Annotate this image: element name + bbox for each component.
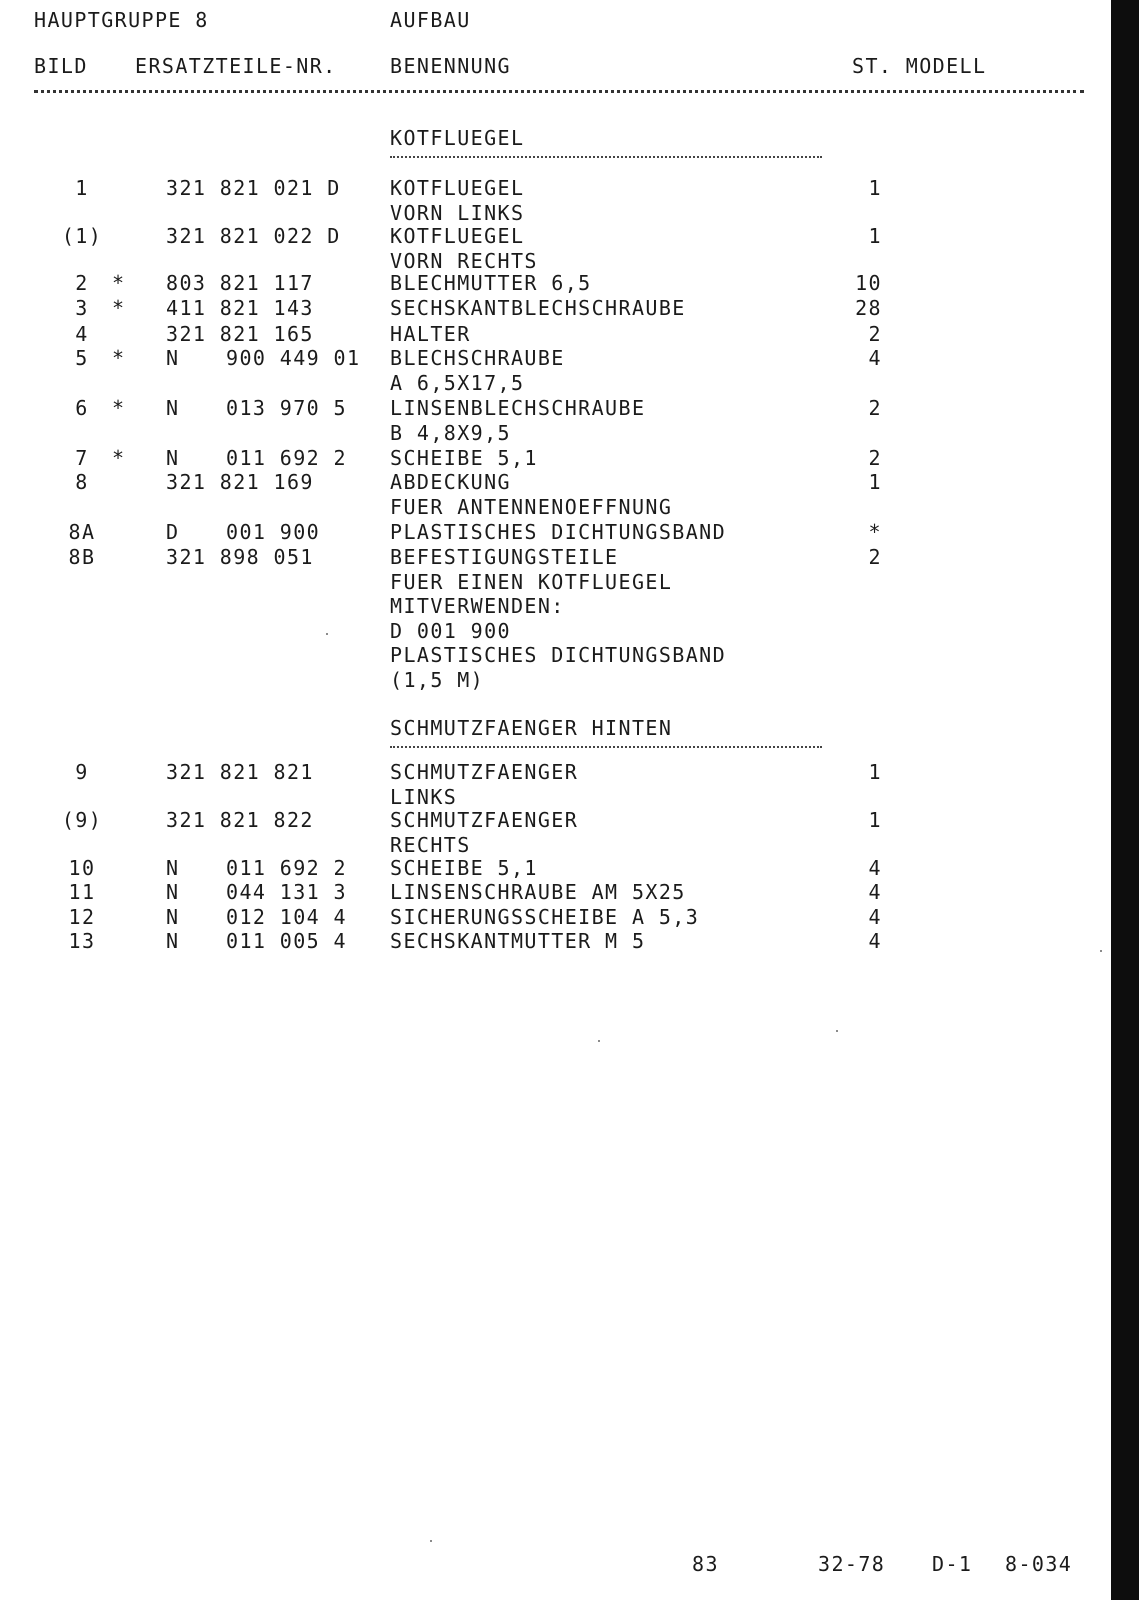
part-prefix: N <box>166 446 180 470</box>
part-number: 013 970 5 <box>226 396 347 420</box>
part-name: HALTER <box>390 322 471 346</box>
quantity: 10 <box>855 271 882 295</box>
part-number: 011 692 2 <box>226 856 347 880</box>
item-figure-number: 9 <box>75 760 89 784</box>
item-figure-number: 4 <box>75 322 89 346</box>
change-marker: * <box>112 296 126 320</box>
part-description: D 001 900 <box>390 618 511 643</box>
quantity: 2 <box>868 446 882 470</box>
part-name: SCHEIBE 5,1 <box>390 856 538 880</box>
part-description: RECHTS <box>390 832 471 857</box>
quantity: * <box>868 520 882 544</box>
part-number: 011 692 2 <box>226 446 347 470</box>
quantity: 4 <box>868 905 882 929</box>
part-description: (1,5 M) <box>390 668 485 692</box>
part-number: 011 005 4 <box>226 929 347 953</box>
footer-code-3: D-1 <box>932 1552 973 1576</box>
section-underline <box>390 156 822 158</box>
quantity: 1 <box>868 470 882 494</box>
section-title: AUFBAU <box>390 8 471 32</box>
scan-speck <box>836 1030 838 1032</box>
part-name: BLECHMUTTER 6,5 <box>390 271 592 295</box>
scan-speck <box>1100 950 1102 952</box>
item-figure-number: 3 <box>75 296 89 320</box>
change-marker: * <box>112 271 126 295</box>
part-prefix: N <box>166 880 180 904</box>
part-number: 321 821 022 D <box>166 224 341 248</box>
part-prefix: N <box>166 905 180 929</box>
col-part-number: ERSATZTEILE-NR. <box>135 54 337 78</box>
part-name: LINSENBLECHSCHRAUBE <box>390 396 646 420</box>
quantity: 4 <box>868 880 882 904</box>
section-heading: SCHMUTZFAENGER HINTEN <box>390 716 673 740</box>
part-name: BEFESTIGUNGSTEILE <box>390 545 619 569</box>
part-name: LINSENSCHRAUBE AM 5X25 <box>390 880 686 904</box>
item-figure-number: 2 <box>75 271 89 295</box>
scan-speck <box>430 1540 432 1542</box>
part-description: A 6,5X17,5 <box>390 370 525 395</box>
quantity: 4 <box>868 929 882 953</box>
part-number: 321 898 051 <box>166 545 314 569</box>
part-name: BLECHSCHRAUBE <box>390 346 565 370</box>
part-number: 900 449 01 <box>226 346 361 370</box>
section-underline <box>390 746 822 748</box>
part-number: 321 821 169 <box>166 470 314 494</box>
part-description: FUER ANTENNENOEFFNUNG <box>390 494 673 519</box>
part-description: LINKS <box>390 784 458 809</box>
quantity: 1 <box>868 760 882 784</box>
scan-speck <box>326 633 328 635</box>
quantity: 1 <box>868 176 882 200</box>
part-name: PLASTISCHES DICHTUNGSBAND <box>390 520 727 544</box>
part-prefix: N <box>166 396 180 420</box>
part-prefix: N <box>166 929 180 953</box>
item-figure-number: 8B <box>68 545 96 569</box>
part-description: FUER EINEN KOTFLUEGEL <box>390 569 673 594</box>
part-prefix: N <box>166 346 180 370</box>
quantity: 2 <box>868 396 882 420</box>
part-name: SCHEIBE 5,1 <box>390 446 538 470</box>
part-number: 411 821 143 <box>166 296 314 320</box>
part-description: VORN LINKS <box>390 200 525 225</box>
part-number: 012 104 4 <box>226 905 347 929</box>
header-divider <box>34 90 1084 93</box>
quantity: 2 <box>868 545 882 569</box>
part-name: SCHMUTZFAENGER <box>390 808 579 832</box>
part-number: 321 821 021 D <box>166 176 341 200</box>
part-name: ABDECKUNG <box>390 470 511 494</box>
part-name: KOTFLUEGEL <box>390 176 525 200</box>
item-figure-number: 1 <box>75 176 89 200</box>
part-name: KOTFLUEGEL <box>390 224 525 248</box>
part-number: 803 821 117 <box>166 271 314 295</box>
item-figure-number: 8A <box>68 520 96 544</box>
part-number: 001 900 <box>226 520 321 544</box>
scan-speck <box>598 1040 600 1042</box>
item-figure-number: 7 <box>75 446 89 470</box>
item-figure-number: 11 <box>68 880 96 904</box>
item-figure-number: 13 <box>68 929 96 953</box>
item-figure-number: (9) <box>61 808 103 832</box>
part-name: SECHSKANTBLECHSCHRAUBE <box>390 296 686 320</box>
quantity: 4 <box>868 856 882 880</box>
quantity: 2 <box>868 322 882 346</box>
quantity: 4 <box>868 346 882 370</box>
item-figure-number: (1) <box>61 224 103 248</box>
item-figure-number: 5 <box>75 346 89 370</box>
footer-code-1: 83 <box>692 1552 719 1576</box>
item-figure-number: 10 <box>68 856 96 880</box>
part-name: SCHMUTZFAENGER <box>390 760 579 784</box>
scan-edge <box>1111 0 1139 1600</box>
col-qty-model: ST. MODELL <box>852 54 987 78</box>
col-name: BENENNUNG <box>390 54 511 78</box>
item-figure-number: 8 <box>75 470 89 494</box>
item-figure-number: 12 <box>68 905 96 929</box>
part-number: 321 821 165 <box>166 322 314 346</box>
item-figure-number: 6 <box>75 396 89 420</box>
part-prefix: N <box>166 856 180 880</box>
quantity: 1 <box>868 808 882 832</box>
change-marker: * <box>112 346 126 370</box>
part-prefix: D <box>166 520 180 544</box>
part-number: 321 821 821 <box>166 760 314 784</box>
part-description: PLASTISCHES DICHTUNGSBAND <box>390 643 727 668</box>
quantity: 1 <box>868 224 882 248</box>
footer-code-2: 32-78 <box>818 1552 886 1576</box>
change-marker: * <box>112 446 126 470</box>
part-description: B 4,8X9,5 <box>390 420 511 445</box>
part-name: SICHERUNGSSCHEIBE A 5,3 <box>390 905 700 929</box>
footer-page-number: 8-034 <box>1005 1552 1073 1576</box>
col-bild: BILD <box>34 54 88 78</box>
part-number: 044 131 3 <box>226 880 347 904</box>
quantity: 28 <box>855 296 882 320</box>
part-description: VORN RECHTS <box>390 248 538 273</box>
part-name: SECHSKANTMUTTER M 5 <box>390 929 646 953</box>
section-heading: KOTFLUEGEL <box>390 126 525 150</box>
part-number: 321 821 822 <box>166 808 314 832</box>
part-description: MITVERWENDEN: <box>390 594 565 619</box>
change-marker: * <box>112 396 126 420</box>
group-title: HAUPTGRUPPE 8 <box>34 8 209 32</box>
